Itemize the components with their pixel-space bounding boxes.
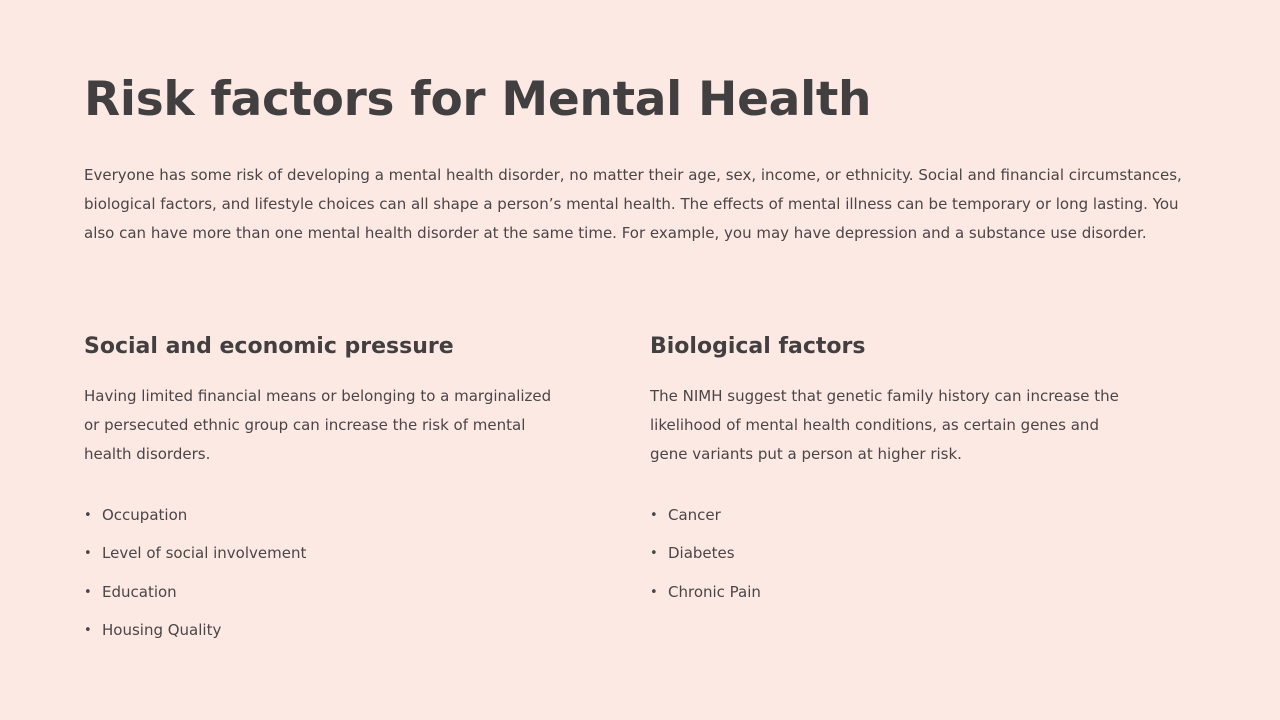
bullet-icon: • [650,546,658,562]
list-item-label: Occupation [102,506,188,524]
bullet-list [650,501,1130,616]
list-item-label: Level of social involvement [102,544,307,563]
list-item [84,539,564,577]
bullet-list [84,501,564,654]
intro-paragraph: Everyone has some risk of developing a mental health disorder, no matter their age, sex, income, or ethnicity. Social and financial circumstances, biological factors, and lifestyle choices can all shape a person’s mental health. The effects of mental illness can be temporary or long lasting. You also can have more than one mental health disorder at the same time. For example, you may have depression and a substance use disorder. [84,166,1182,242]
list-item [84,616,564,654]
bullet-icon: • [84,584,92,600]
bullet-icon: • [650,584,658,600]
bullet-icon: • [650,508,658,523]
section-heading: Social and economic pressure [84,334,454,359]
list-item-label: Housing Quality [102,620,222,639]
list-item [650,539,1130,577]
bullet-icon: • [84,546,92,562]
list-item-label: Cancer [668,506,721,524]
section-text: The NIMH suggest that genetic family history can increase the likelihood of mental health conditions, as certain genes and gene variants put a person at higher risk. [650,387,1119,463]
list-item-label: Chronic Pain [668,582,761,601]
list-item-label: Diabetes [668,544,735,563]
list-item [650,501,1130,539]
section-text: Having limited financial means or belonging to a marginalized or persecuted ethnic group can increase the risk of mental health disorders. [84,387,552,463]
page-title: Risk factors for Mental Health [84,72,872,127]
biological-factors-section [650,330,1130,601]
list-item [84,578,564,616]
list-item [84,501,564,539]
bullet-icon: • [84,622,92,638]
bullet-icon: • [84,508,92,523]
list-item-label: Education [102,582,177,601]
section-heading: Biological factors [650,334,866,359]
social-economic-section [84,330,564,639]
list-item [650,578,1130,616]
